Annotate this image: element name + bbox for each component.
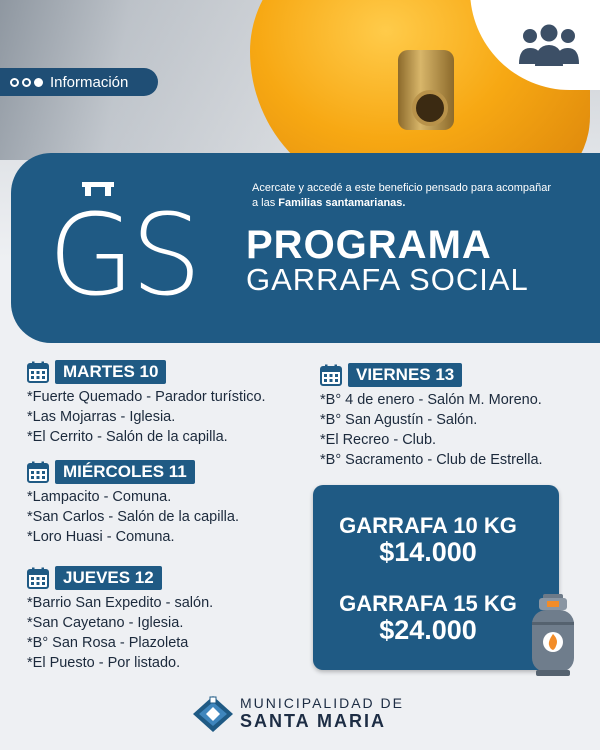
calendar-icon — [27, 361, 49, 383]
municipality-name-line1: MUNICIPALIDAD DE — [240, 695, 404, 711]
program-title: PROGRAMA — [246, 223, 492, 267]
location-item: *Las Mojarras - Iglesia. — [27, 409, 176, 425]
municipality-logo — [191, 694, 235, 734]
group-icon — [518, 24, 580, 68]
tagline-text: Acercate y accedé a este beneficio pensado para acompañar a las — [252, 182, 552, 209]
location-list — [27, 593, 213, 673]
calendar-icon — [320, 364, 342, 386]
gas-cylinder-icon — [528, 592, 578, 678]
dot-icon — [22, 78, 31, 87]
location-item: *Fuerte Quemado - Parador turístico. — [27, 389, 266, 405]
location-item: *B° 4 de enero - Salón M. Moreno. — [320, 392, 542, 408]
day-label: VIERNES 13 — [348, 363, 462, 387]
day-header — [27, 460, 239, 484]
location-item: *Barrio San Expedito - salón. — [27, 595, 214, 611]
location-item: *San Cayetano - Iglesia. — [27, 615, 184, 631]
info-chip[interactable] — [0, 68, 158, 96]
location-list — [320, 390, 543, 470]
dot-icon — [10, 78, 19, 87]
day-block — [320, 363, 543, 470]
gs-logo-text: GS — [48, 191, 198, 321]
location-list — [27, 387, 266, 447]
day-header — [27, 360, 266, 384]
gas-valve-photo — [398, 50, 454, 130]
program-subtitle: GARRAFA SOCIAL — [246, 262, 529, 297]
price-box — [313, 485, 559, 670]
price-value: $14.000 — [379, 537, 477, 567]
day-label: JUEVES 12 — [55, 566, 162, 590]
location-item: *B° San Agustín - Salón. — [320, 412, 478, 428]
location-item: *El Puesto - Por listado. — [27, 655, 181, 671]
dot-icon — [34, 78, 43, 87]
location-list — [27, 487, 239, 547]
day-block — [27, 460, 239, 547]
price-label: GARRAFA 10 KG — [339, 513, 517, 538]
price-value: $24.000 — [379, 615, 477, 645]
location-item: *El Cerrito - Salón de la capilla. — [27, 429, 228, 445]
banner-tagline — [252, 181, 552, 211]
day-header — [27, 566, 213, 590]
location-item: *Loro Huasi - Comuna. — [27, 529, 175, 545]
day-header — [320, 363, 543, 387]
day-block — [27, 566, 213, 673]
calendar-icon — [27, 461, 49, 483]
municipality-name-line2: SANTA MARIA — [240, 711, 386, 731]
day-label: MIÉRCOLES 11 — [55, 460, 195, 484]
location-item: *Lampacito - Comuna. — [27, 489, 172, 505]
day-label: MARTES 10 — [55, 360, 166, 384]
location-item: *El Recreo - Club. — [320, 432, 437, 448]
calendar-icon — [27, 567, 49, 589]
day-block — [27, 360, 266, 447]
price-label: GARRAFA 15 KG — [339, 591, 517, 616]
location-item: *B° Sacramento - Club de Estrella. — [320, 452, 543, 468]
tagline-bold: Familias santamarianas. — [278, 197, 406, 209]
info-chip-label: Información — [50, 73, 129, 91]
location-item: *B° San Rosa - Plazoleta — [27, 635, 189, 651]
location-item: *San Carlos - Salón de la capilla. — [27, 509, 239, 525]
